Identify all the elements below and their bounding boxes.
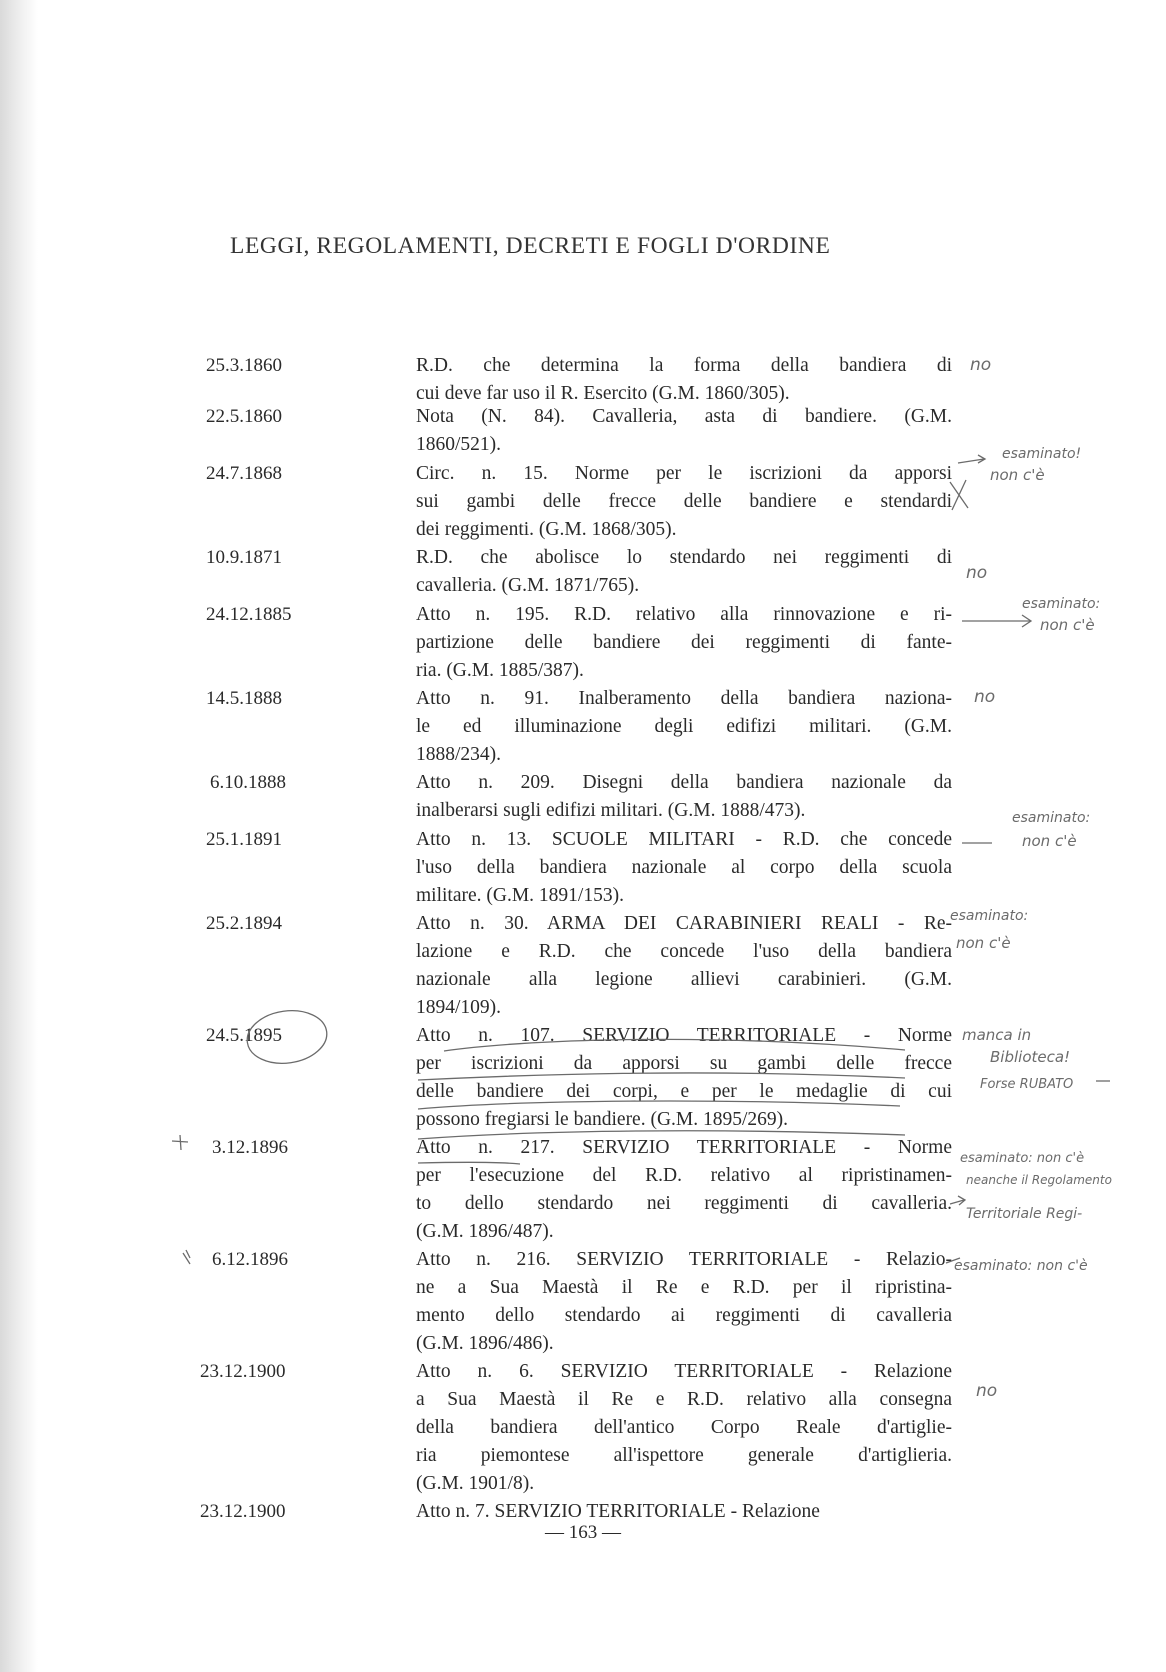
annotation-not-here-1: non c'è <box>990 466 1045 484</box>
description-line: delle bandiere dei corpi, e per le medaglie di cui <box>416 1081 952 1102</box>
description-line: della bandiera dell'antico Corpo Reale d'artiglie- <box>416 1417 952 1438</box>
entry-description <box>416 1358 952 1498</box>
description-line: Circ. n. 15. Norme per le iscrizioni da apporsi <box>416 463 952 484</box>
annotation-examined-1: esaminato! <box>1002 446 1082 462</box>
description-line: R.D. che determina la forma della bandiera di <box>416 355 952 376</box>
entry-date: 25.2.1894 <box>206 913 282 934</box>
arrow-mark <box>958 455 985 463</box>
entry-date: 23.12.1900 <box>200 1501 286 1522</box>
description-line: lazione e R.D. che concede l'uso della bandiera <box>416 941 952 962</box>
scan-edge-shadow <box>0 0 38 1672</box>
page-number: — 163 — <box>545 1522 621 1543</box>
description-line: le ed illuminazione degli edifizi militari. (G.M. <box>416 716 952 737</box>
description-line: militare. (G.M. 1891/153). <box>416 885 624 906</box>
entry-date: 23.12.1900 <box>200 1361 286 1382</box>
entry-date: 14.5.1888 <box>206 688 282 709</box>
description-line: Atto n. 216. SERVIZIO TERRITORIALE - Relazio- <box>416 1249 952 1270</box>
entry-description <box>416 601 952 685</box>
description-line: cui deve far uso il R. Esercito (G.M. 1860/305). <box>416 383 790 404</box>
entry-description <box>416 826 952 910</box>
description-line: (G.M. 1896/486). <box>416 1333 554 1354</box>
description-line: R.D. che abolisce lo stendardo nei reggimenti di <box>416 547 952 568</box>
entry-description <box>416 403 952 459</box>
annotation-regulation: neanche il Regolamento <box>966 1173 1112 1187</box>
description-line: per l'esecuzione del R.D. relativo al ripristinamen- <box>416 1165 952 1186</box>
description-line: Atto n. 6. SERVIZIO TERRITORIALE - Relazione <box>416 1361 952 1382</box>
annotation-no-4: no <box>976 1381 998 1401</box>
description-line: mento dello stendardo ai reggimenti di cavalleria <box>416 1305 952 1326</box>
entry-date: 10.9.1871 <box>206 547 282 568</box>
entry-date: 24.5.1895 <box>206 1025 282 1046</box>
description-line: inalberarsi sugli edifizi militari. (G.M. 1888/473). <box>416 800 806 821</box>
annotation-not-here-3: non c'è <box>1022 832 1077 850</box>
arrow-mark <box>950 1196 965 1205</box>
description-line: 1860/521). <box>416 434 502 455</box>
annotation-examined-3: esaminato: <box>1012 810 1091 826</box>
annotation-examined-2: esaminato: <box>1022 596 1101 612</box>
annotation-not-here-2: non c'è <box>1040 616 1095 634</box>
entry-description <box>416 1134 952 1246</box>
description-line: Atto n. 195. R.D. relativo alla rinnovazione e ri- <box>416 604 952 625</box>
description-line: (G.M. 1901/8). <box>416 1473 535 1494</box>
cross-mark <box>172 1135 188 1150</box>
annotation-no-1: no <box>970 355 992 375</box>
entry-description <box>416 460 952 544</box>
annotation-examined-4: esaminato: <box>950 908 1029 924</box>
annotation-not-here-4: non c'è <box>956 934 1011 952</box>
cross-mark <box>183 1250 190 1264</box>
annotation-examined-5: esaminato: non c'è <box>960 1151 1085 1166</box>
description-line: 1894/109). <box>416 997 502 1018</box>
description-line: 1888/234). <box>416 744 502 765</box>
description-line: ria piemontese all'ispettore generale d'artiglieria. <box>416 1445 952 1466</box>
entry-date: 24.12.1885 <box>206 604 292 625</box>
entry-date: 22.5.1860 <box>206 406 282 427</box>
description-line: possono fregiarsi le bandiere. (G.M. 1895/269). <box>416 1109 789 1130</box>
description-line: ria. (G.M. 1885/387). <box>416 660 584 681</box>
annotation-no-2: no <box>966 563 988 583</box>
entry-description <box>416 910 952 1022</box>
description-line: per iscrizioni da apporsi su gambi delle frecce <box>416 1053 952 1074</box>
annotation-stolen: Forse RUBATO <box>980 1077 1074 1092</box>
description-line: Nota (N. 84). Cavalleria, asta di bandiere. (G.M. <box>416 406 952 427</box>
entry-date: 6.10.1888 <box>210 772 286 793</box>
description-line: (G.M. 1896/487). <box>416 1221 554 1242</box>
entry-description <box>416 352 952 408</box>
entry-date: 25.1.1891 <box>206 829 282 850</box>
description-line: to dello stendardo nei reggimenti di cavalleria. <box>416 1193 952 1214</box>
entry-date: 25.3.1860 <box>206 355 282 376</box>
entry-description <box>416 769 952 825</box>
annotation-library: Biblioteca! <box>990 1048 1071 1066</box>
description-line: Atto n. 209. Disegni della bandiera nazionale da <box>416 772 952 793</box>
description-line: nazionale alla legione allievi carabinieri. (G.M. <box>416 969 952 990</box>
arrow-mark <box>962 615 1031 627</box>
entry-description <box>416 1246 952 1358</box>
annotation-no-3: no <box>974 687 996 707</box>
description-line: cavalleria. (G.M. 1871/765). <box>416 575 640 596</box>
entry-date: 6.12.1896 <box>212 1249 288 1270</box>
description-line: dei reggimenti. (G.M. 1868/305). <box>416 519 677 540</box>
description-line: Atto n. 13. SCUOLE MILITARI - R.D. che concede <box>416 829 952 850</box>
description-line: Atto n. 217. SERVIZIO TERRITORIALE - Norme <box>416 1137 952 1158</box>
description-line: l'uso della bandiera nazionale al corpo della scuola <box>416 857 952 878</box>
entry-description <box>416 544 952 600</box>
x-mark <box>950 480 968 510</box>
page-header: LEGGI, REGOLAMENTI, DECRETI E FOGLI D'ORDINE <box>230 233 831 259</box>
description-line: Atto n. 7. SERVIZIO TERRITORIALE - Relazione <box>416 1501 820 1522</box>
annotation-examined-6: esaminato: non c'è <box>954 1258 1088 1274</box>
description-line: a Sua Maestà il Re e R.D. relativo alla consegna <box>416 1389 952 1410</box>
description-line: ne a Sua Maestà il Re e R.D. per il ripristina- <box>416 1277 952 1298</box>
entry-date: 3.12.1896 <box>212 1137 288 1158</box>
description-line: partizione delle bandiere dei reggimenti di fante- <box>416 632 952 653</box>
description-line: Atto n. 107. SERVIZIO TERRITORIALE - Norme <box>416 1025 952 1046</box>
description-line: Atto n. 30. ARMA DEI CARABINIERI REALI - Re- <box>416 913 952 934</box>
annotation-missing: manca in <box>962 1026 1032 1044</box>
description-line: Atto n. 91. Inalberamento della bandiera naziona- <box>416 688 952 709</box>
entry-description <box>416 685 952 769</box>
entry-date: 24.7.1868 <box>206 463 282 484</box>
entry-description <box>416 1022 952 1134</box>
description-line: sui gambi delle frecce delle bandiere e stendardi <box>416 491 952 512</box>
annotation-territorial: Territoriale Regi- <box>966 1206 1083 1222</box>
